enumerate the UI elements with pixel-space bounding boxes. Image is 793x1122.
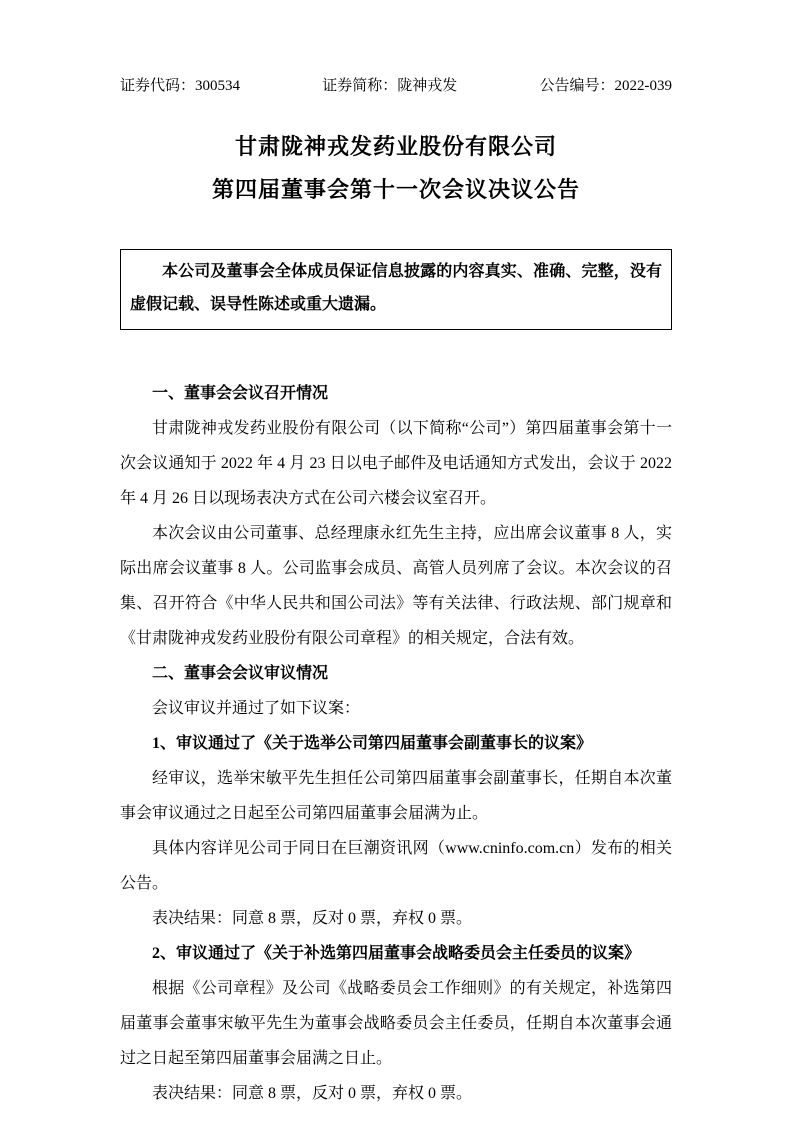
proposal-2-detail: 根据《公司章程》及公司《战略委员会工作细则》的有关规定，补选第四届董事会董事宋敏平先生为董事会战略委员会主任委员，任期自本次董事会通过之日起至第四届董事会届满之日止。 <box>120 980 672 1067</box>
stock-code-label: 证券代码：300534 <box>120 78 241 94</box>
announcement-number-label: 公告编号：2022-039 <box>539 78 672 94</box>
disclaimer-box <box>120 249 672 330</box>
document-body <box>120 376 672 1111</box>
stock-name-label: 证券简称：陇神戎发 <box>322 78 458 94</box>
disclaimer-text: 本公司及董事会全体成员保证信息披露的内容真实、准确、完整，没有虚假记载、误导性陈述或重大遗漏。 <box>130 263 662 313</box>
meeting-notice-paragraph: 甘肃陇神戎发药业股份有限公司（以下简称“公司”）第四届董事会第十一次会议通知于 2022 年 4 月 23 日以电子邮件及电话通知方式发出，会议于 2022 年 4 月 26 日以现场表决方式在公司六楼会议室召开。 <box>120 420 672 507</box>
section-1-heading: 一、董事会会议召开情况 <box>152 385 329 402</box>
proposal-1-vote-result: 表决结果：同意 8 票，反对 0 票，弃权 0 票。 <box>152 910 473 927</box>
section-2-heading: 二、董事会会议审议情况 <box>152 665 329 682</box>
document-header <box>120 74 672 95</box>
document-title <box>120 125 672 211</box>
company-name-title: 甘肃陇神戎发药业股份有限公司 <box>234 134 557 159</box>
meeting-attendance-paragraph: 本次会议由公司董事、总经理康永红先生主持，应出席会议董事 8 人，实际出席会议董事 8 人。公司监事会成员、高管人员列席了会议。本次会议的召集、召开符合《中华人民共和国公司法》等有关法律、行政法规、部门规章和《甘肃陇神戎发药业股份有限公司章程》的相关规定，合法有效。 <box>120 525 672 647</box>
proposal-1-heading: 1、审议通过了《关于选举公司第四届董事会副董事长的议案》 <box>152 735 593 752</box>
proposals-intro: 会议审议并通过了如下议案： <box>152 700 361 717</box>
proposal-1-reference: 具体内容详见公司于同日在巨潮资讯网（www.cninfo.com.cn）发布的相关公告。 <box>120 840 672 892</box>
meeting-resolution-title: 第四届董事会第十一次会议决议公告 <box>211 177 580 202</box>
proposal-1-detail: 经审议，选举宋敏平先生担任公司第四届董事会副董事长，任期自本次董事会审议通过之日起至公司第四届董事会届满为止。 <box>120 770 672 822</box>
proposal-2-heading: 2、审议通过了《关于补选第四届董事会战略委员会主任委员的议案》 <box>152 945 641 962</box>
proposal-2-vote-result: 表决结果：同意 8 票，反对 0 票，弃权 0 票。 <box>152 1085 473 1102</box>
